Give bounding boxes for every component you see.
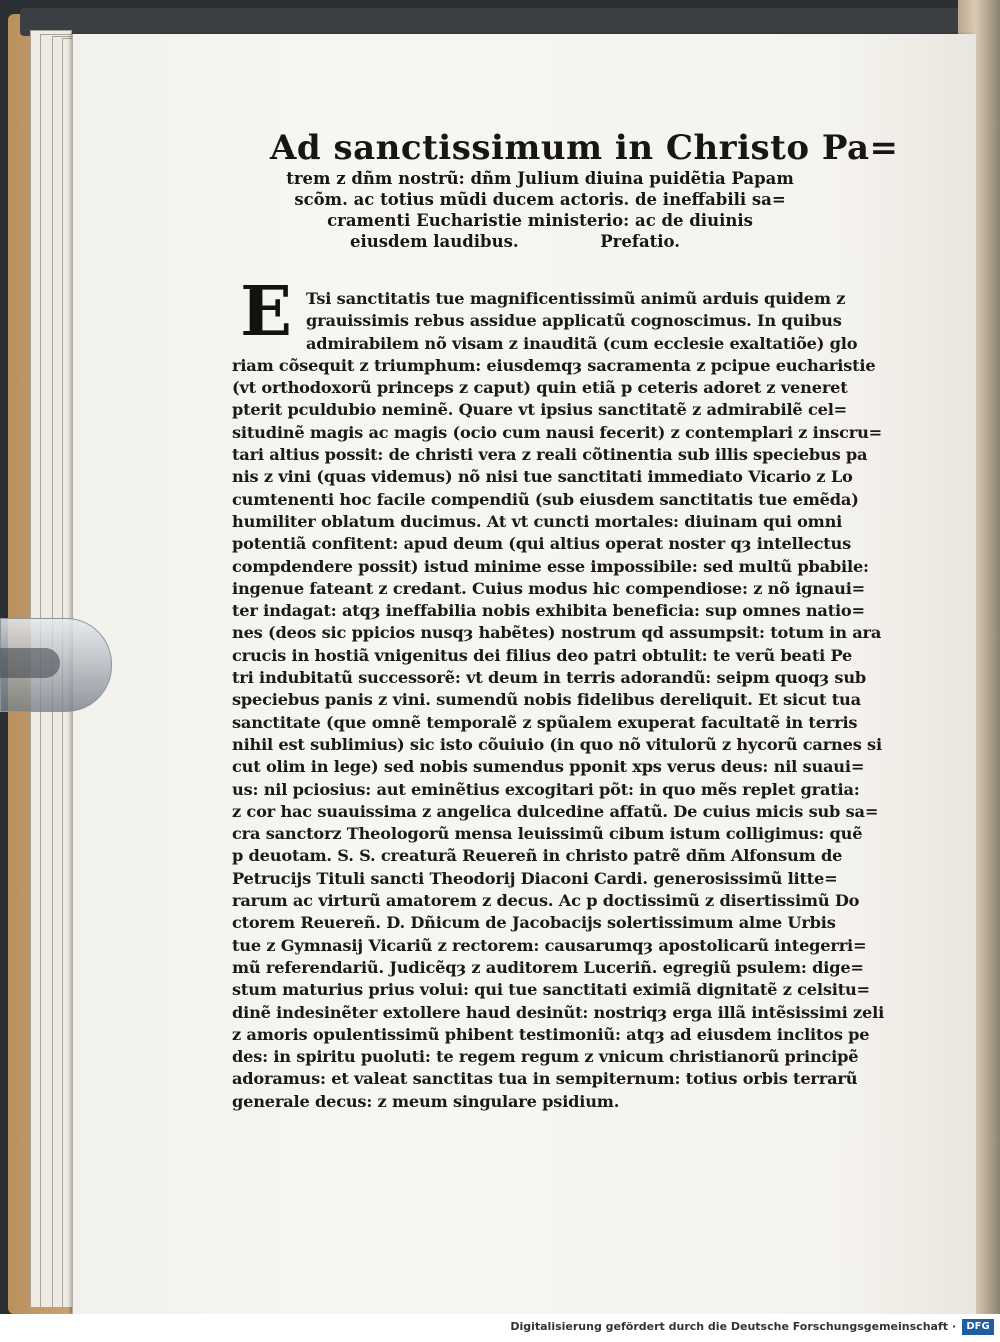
- text-line: ter indagat: atqȝ ineffabilia nobis exhibita beneficia: sup omnes natio=: [232, 601, 865, 621]
- decorated-initial: E: [240, 272, 292, 352]
- book-board-top: [20, 8, 980, 36]
- text-line: crucis in hostiã vnigenitus dei filius deo patri obtulit: te verũ beati Pe: [232, 645, 853, 665]
- text-line: generale decus: z meum singulare psidium.: [232, 1091, 620, 1111]
- dfg-logo: DFG: [962, 1319, 994, 1335]
- text-line: rarum ac virturũ amatorem z decus. Ac p doctissimũ z disertissimũ Do: [232, 891, 860, 911]
- heading-line: cramenti Eucharistie ministerio: ac de diuinis: [327, 211, 753, 230]
- text-line: tri indubitatũ successorẽ: vt deum in terris adorandũ: seipm quoqȝ sub: [232, 668, 867, 688]
- text-line: situdinẽ magis ac magis (ocio cum nausi fecerit) z contemplari z inscru=: [232, 422, 883, 442]
- text-line: cut olim in lege) sed nobis sumendus pponit xps verus deus: nil suaui=: [232, 757, 865, 777]
- heading-line: trem z dñm nostrũ: dñm Julium diuina puidẽtia Papam: [286, 169, 794, 188]
- text-line: mũ referendariũ. Judicẽqȝ z auditorem Luceriñ. egregiũ psulem: dige=: [232, 957, 864, 977]
- text-line: nihil est sublimius) sic isto cõuiuio (in quo nõ vitulorũ z hycorũ carnes si: [232, 734, 882, 754]
- heading-line: scõm. ac totius mũdi ducem actoris. de ineffabili sa=: [294, 190, 786, 209]
- text-line: us: nil pciosius: aut eminẽtius excogitari põt: in quo mẽs replet gratia:: [232, 779, 860, 799]
- text-line: z amoris opulentissimũ phibent testimoniũ: atqȝ ad eiusdem inclitos pe: [232, 1024, 870, 1044]
- funding-credit: Digitalisierung gefördert durch die Deutsche Forschungsgemeinschaft ·: [510, 1320, 956, 1333]
- text-line: ingenue fateant z credant. Cuius modus hic compendiose: z nõ ignaui=: [232, 578, 866, 598]
- text-line: pterit pculdubio neminẽ. Quare vt ipsius sanctitatẽ z admirabilẽ cel=: [232, 400, 848, 420]
- heading-title: Ad sanctissimum in Christo Pa=: [270, 128, 899, 168]
- text-line: (vt orthodoxorũ princeps z caput) quin etiã p ceteris adoret z veneret: [232, 378, 848, 398]
- text-line: tari altius possit: de christi vera z reali cõtinentia sub illis speciebus pa: [232, 445, 868, 465]
- text-line: z cor hac suauissima z angelica dulcedine affatũ. De cuius micis sub sa=: [232, 801, 879, 821]
- text-line: Petrucijs Tituli sancti Theodorij Diaconi Cardi. generosissimũ litte=: [232, 868, 838, 888]
- text-line: sanctitate (que omnẽ temporalẽ z spũalem exuperat facultatẽ in terris: [232, 712, 858, 732]
- text-line: riam cõsequit z triumphum: eiusdemqȝ sacramenta z pcipue eucharistie: [232, 355, 876, 375]
- text-line: cra sanctorz Theologorũ mensa leuissimũ cibum istum colligimus: quẽ: [232, 824, 863, 844]
- footer-bar: [0, 1314, 1000, 1342]
- text-line: nis z vini (quas videmus) nõ nisi tue sanctitati immediato Vicario z Lo: [232, 467, 853, 487]
- heading-last-right: Prefatio.: [600, 232, 680, 251]
- text-line: Tsi sanctitatis tue magnificentissimũ animũ arduis quidem z: [306, 289, 846, 308]
- text-line: grauissimis rebus assidue applicatũ cognoscimus. In quibus: [306, 311, 842, 331]
- text-line: dinẽ indesinẽter extollere haud desinũt: nostriqȝ erga illã intẽsissimi zeli: [232, 1002, 885, 1022]
- page-holder-clip-shadow: [0, 648, 60, 678]
- text-line: potentiã confitent: apud deum (qui altius operat noster qȝ intellectus: [232, 534, 852, 554]
- text-line: humiliter oblatum ducimus. At vt cuncti mortales: diuinam qui omni: [232, 511, 843, 531]
- text-line: des: in spiritu puoluti: te regem regum z vnicum christianorũ principẽ: [232, 1047, 859, 1067]
- heading-last-line: [350, 231, 680, 252]
- text-line: stum maturius prius volui: qui tue sanctitati eximiã dignitatẽ z celsitu=: [232, 980, 870, 1000]
- text-line: p deuotam. S. S. creaturã Reuereñ in christo patrẽ dñm Alfonsum de: [232, 846, 843, 866]
- text-line: nes (deos sic ppicios nusqȝ habẽtes) nostrum qd assumpsit: totum in ara: [232, 623, 882, 643]
- text-line: ctorem Reuereñ. D. Dñicum de Jacobacijs solertissimum alme Urbis: [232, 913, 836, 933]
- text-line: adoramus: et valeat sanctitas tua in sempiternum: totius orbis terrarũ: [232, 1069, 858, 1089]
- text-line: tue z Gymnasij Vicariũ z rectorem: causarumqȝ apostolicarũ integerri=: [232, 935, 867, 955]
- text-line: cumtenenti hoc facile compendiũ (sub eiusdem sanctitatis tue emẽda): [232, 489, 859, 509]
- body-text: [232, 288, 892, 1113]
- heading-last-left: eiusdem laudibus.: [350, 232, 519, 251]
- text-line: speciebus panis z vini. sumendũ nobis fidelibus dereliquit. Et sicut tua: [232, 690, 861, 710]
- text-line: compdendere possit) istud minime esse impossibile: sed multũ pbabile:: [232, 556, 869, 576]
- page-heading: [200, 128, 899, 252]
- text-line: admirabilem nõ visam z inauditã (cum ecclesie exaltatiõe) glo: [306, 333, 858, 353]
